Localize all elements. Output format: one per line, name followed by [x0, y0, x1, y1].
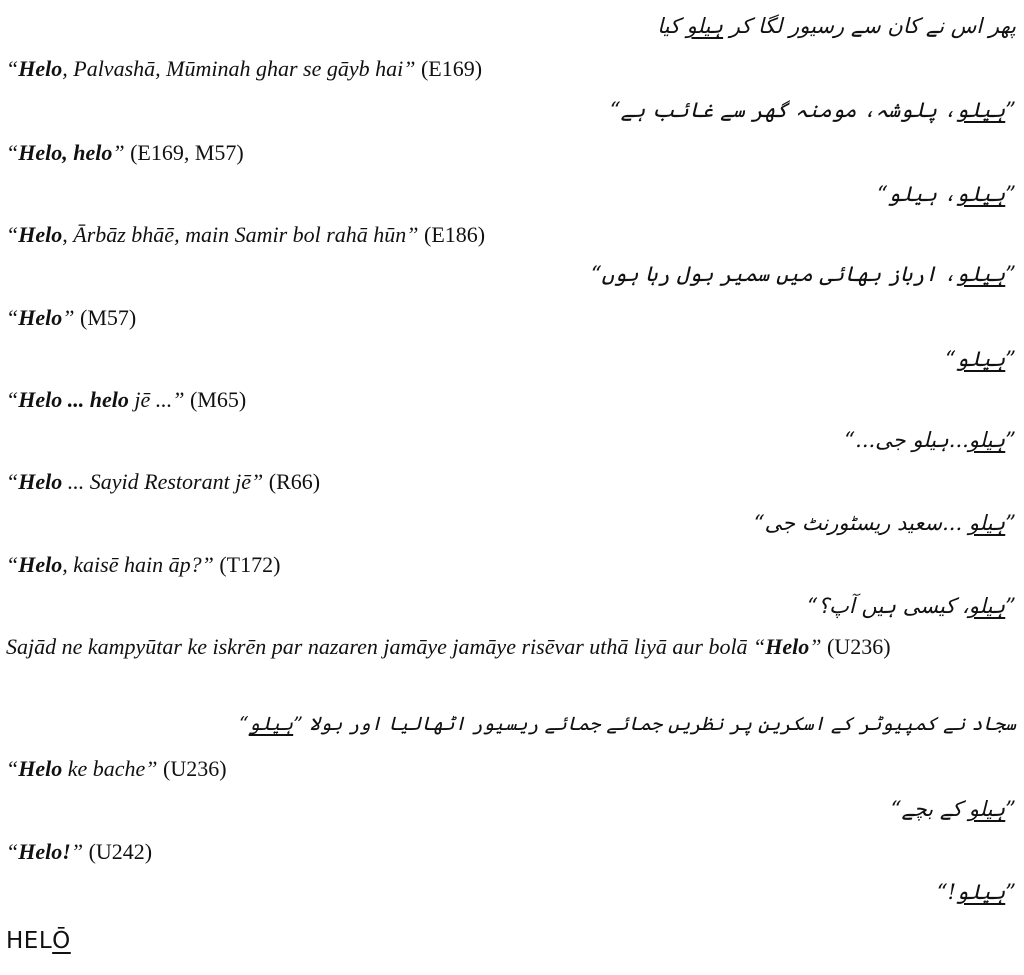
transliteration-line: “Helo, Palvashā, Mūminah ghar se gāyb hai” (E169) [6, 56, 483, 81]
transliteration-line: “Helo ... Sayid Restorant jē” (R66) [6, 469, 321, 494]
transliteration-line: “Helo ke bache” (U236) [6, 756, 227, 781]
keyword: Helo [18, 56, 63, 81]
source-ref: (E186) [424, 222, 486, 247]
urdu-line: ”ہیلو، پلوشہ، مومنہ گھر سے غائب ہے“ [609, 98, 1016, 122]
transliteration-line: “Helo, Ārbāz bhāē, main Samir bol rahā hūn” (E186) [6, 222, 486, 247]
urdu-line: ”ہیلو!“ [936, 880, 1016, 904]
transliteration-line: “Helo, kaisē hain āp?” (T172) [6, 552, 281, 577]
keyword: ہیلو [968, 428, 1006, 452]
urdu-line: ”ہیلو ...سعید ریسٹورنٹ جی“ [753, 511, 1016, 535]
urdu-line: ”ہیلو، ہیلو“ [877, 182, 1016, 206]
keyword: ہیلو [956, 347, 1006, 371]
transliteration-line: “Helo, helo” (E169, M57) [6, 140, 244, 165]
keyword: Helo [18, 552, 63, 577]
source-ref: (U242) [88, 839, 153, 864]
transliteration-line: “Helo!” (U242) [6, 839, 153, 864]
keyword: Helo, helo [18, 140, 113, 165]
keyword: Helo [18, 222, 63, 247]
keyword: ہیلو [956, 262, 1006, 286]
keyword: Helo [18, 469, 63, 494]
source-ref: (M65) [189, 387, 247, 412]
source-ref: (E169) [420, 56, 483, 81]
source-ref: (E169, M57) [130, 140, 244, 165]
keyword: Helo! [18, 839, 71, 864]
keyword: Helo [18, 305, 63, 330]
transliteration-line: “Helo” (M57) [6, 305, 137, 330]
urdu-line: ”ہیلو...ہیلو جی...“ [844, 428, 1016, 452]
keyword: Helo [18, 756, 63, 781]
keyword: ہیلو [686, 14, 724, 38]
keyword: ہیلو [956, 98, 1006, 122]
source-ref: (T172) [219, 552, 281, 577]
keyword: Helo ... helo [18, 387, 129, 412]
keyword: ہیلو [968, 511, 1006, 535]
keyword: ہیلو [956, 880, 1006, 904]
entry-heading: HELŌ [6, 928, 71, 954]
urdu-line: سجاد نے کمپیوٹر کے اسکرین پر نظریں جمائے جمائے ریسیور اٹھالیا اور بولا ”ہیلو“ [238, 713, 1016, 735]
keyword: ہیلو [956, 182, 1006, 206]
keyword: Helo [765, 634, 810, 659]
source-ref: (U236) [827, 634, 891, 659]
urdu-line: ”ہیلو، کیسی ہیں آپ؟“ [807, 594, 1016, 618]
keyword: ہیلو [968, 594, 1006, 618]
source-ref: (U236) [163, 756, 227, 781]
transliteration-line: “Helo ... helo jē ...” (M65) [6, 387, 247, 412]
urdu-line: ”ہیلو کے بچے“ [890, 797, 1016, 821]
source-ref: (M57) [80, 305, 137, 330]
keyword: ہیلو [968, 797, 1006, 821]
urdu-line: ”ہیلو، ارباز بھائی میں سمیر بول رہا ہوں“ [590, 262, 1016, 286]
keyword: ہیلو [248, 713, 294, 735]
transliteration-line: Sajād ne kampyūtar ke iskrēn par nazaren jamāye jamāye risēvar uthā liyā aur bolā “Helo” (U236) [6, 634, 891, 659]
source-ref: (R66) [268, 469, 321, 494]
urdu-line: پھر اس نے کان سے رسیور لگا کر ہیلو کیا [657, 14, 1016, 38]
urdu-line: ”ہیلو“ [945, 347, 1016, 371]
